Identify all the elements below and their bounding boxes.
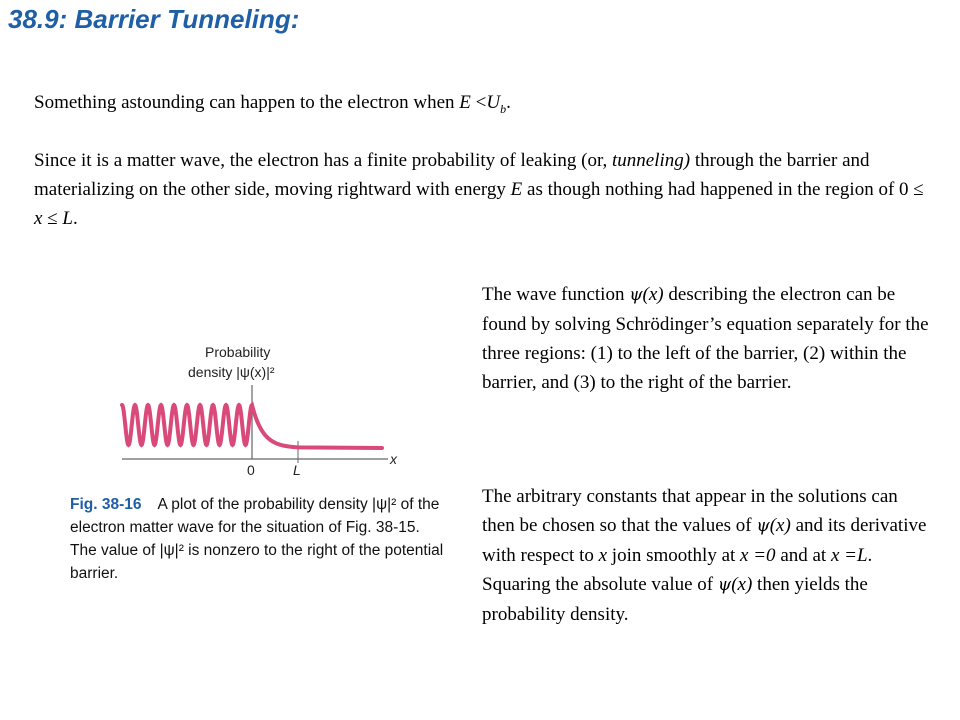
psi-arg: (x) [642, 284, 664, 305]
tunneling-word: tunneling) [612, 150, 691, 171]
caption-text: A plot of the probability density |ψ|² of the electron matter wave for the situation of Fig. 38-15. The value of |ψ|² is nonzero to the right of the potential barrier. [70, 496, 444, 582]
tunneling-period: . [72, 208, 78, 229]
energy-symbol: E [459, 92, 471, 113]
tunneling-text-d: ≤ [42, 208, 63, 229]
const-text-a: The arbitrary constants that appear in the solutions can then be chosen so that the values of [482, 486, 898, 536]
psi-symbol-3: ψ [717, 575, 732, 595]
paragraph-wave-function [482, 280, 932, 397]
const-text-c: join smoothly at [607, 545, 741, 566]
probability-density-plot [70, 335, 450, 490]
const-text-b: and its derivative with respect to [482, 515, 927, 566]
tick-label-0: 0 [247, 462, 255, 478]
x-equals-0: x =0 [740, 545, 776, 566]
intro-text: Something astounding can happen to the electron when [34, 92, 460, 113]
tick-label-L: L [293, 462, 301, 478]
paragraph-intro [34, 88, 934, 117]
const-text-e: . Squaring the absolute value of [482, 545, 873, 595]
L-symbol: L [62, 208, 73, 229]
wave-text-b: describing the electron can be found by solving Schrödinger’s equation separately for the three regions: (1) to the left of the barrier, (2) within the barrier, and (3) to the right of the barrier. [482, 284, 929, 393]
x-axis-label: x [390, 451, 397, 467]
tunneling-text-a: Since it is a matter wave, the electron has a finite probability of leaking (or, [34, 150, 613, 171]
psi-arg-3: (x) [731, 574, 753, 595]
energy-symbol-2: E [510, 179, 523, 200]
psi-symbol-2: ψ [756, 516, 770, 536]
figure-caption [70, 493, 450, 585]
probability-density-figure [70, 335, 450, 595]
barrier-subscript: b [500, 101, 507, 116]
tunneling-text-b: through the barrier and materializing on the other side, moving rightward with energy [34, 150, 870, 200]
x-equals-L: x =L [830, 545, 868, 566]
x-variable: x [598, 545, 608, 566]
barrier-energy-symbol: U [486, 92, 501, 113]
slide-title: 38.9: Barrier Tunneling: [8, 4, 300, 34]
wave-text-a: The wave function [482, 284, 630, 305]
less-than: < [470, 92, 487, 113]
paragraph-constants [482, 482, 932, 629]
x-symbol: x [34, 208, 43, 229]
caption-label: Fig. 38-16 [70, 496, 142, 513]
tunneling-text-c: as though nothing had happened in the region of 0 ≤ [522, 179, 924, 200]
const-text-d: and at [775, 545, 831, 566]
y-axis-label-line2: density |ψ(x)|² [188, 364, 275, 380]
psi-arg-2: (x) [769, 515, 791, 536]
psi-symbol: ψ [629, 285, 643, 305]
intro-period: . [506, 92, 511, 113]
paragraph-tunneling [34, 146, 934, 233]
const-text-f: then yields the probability density. [482, 574, 868, 625]
y-axis-label-line1: Probability [205, 344, 271, 360]
